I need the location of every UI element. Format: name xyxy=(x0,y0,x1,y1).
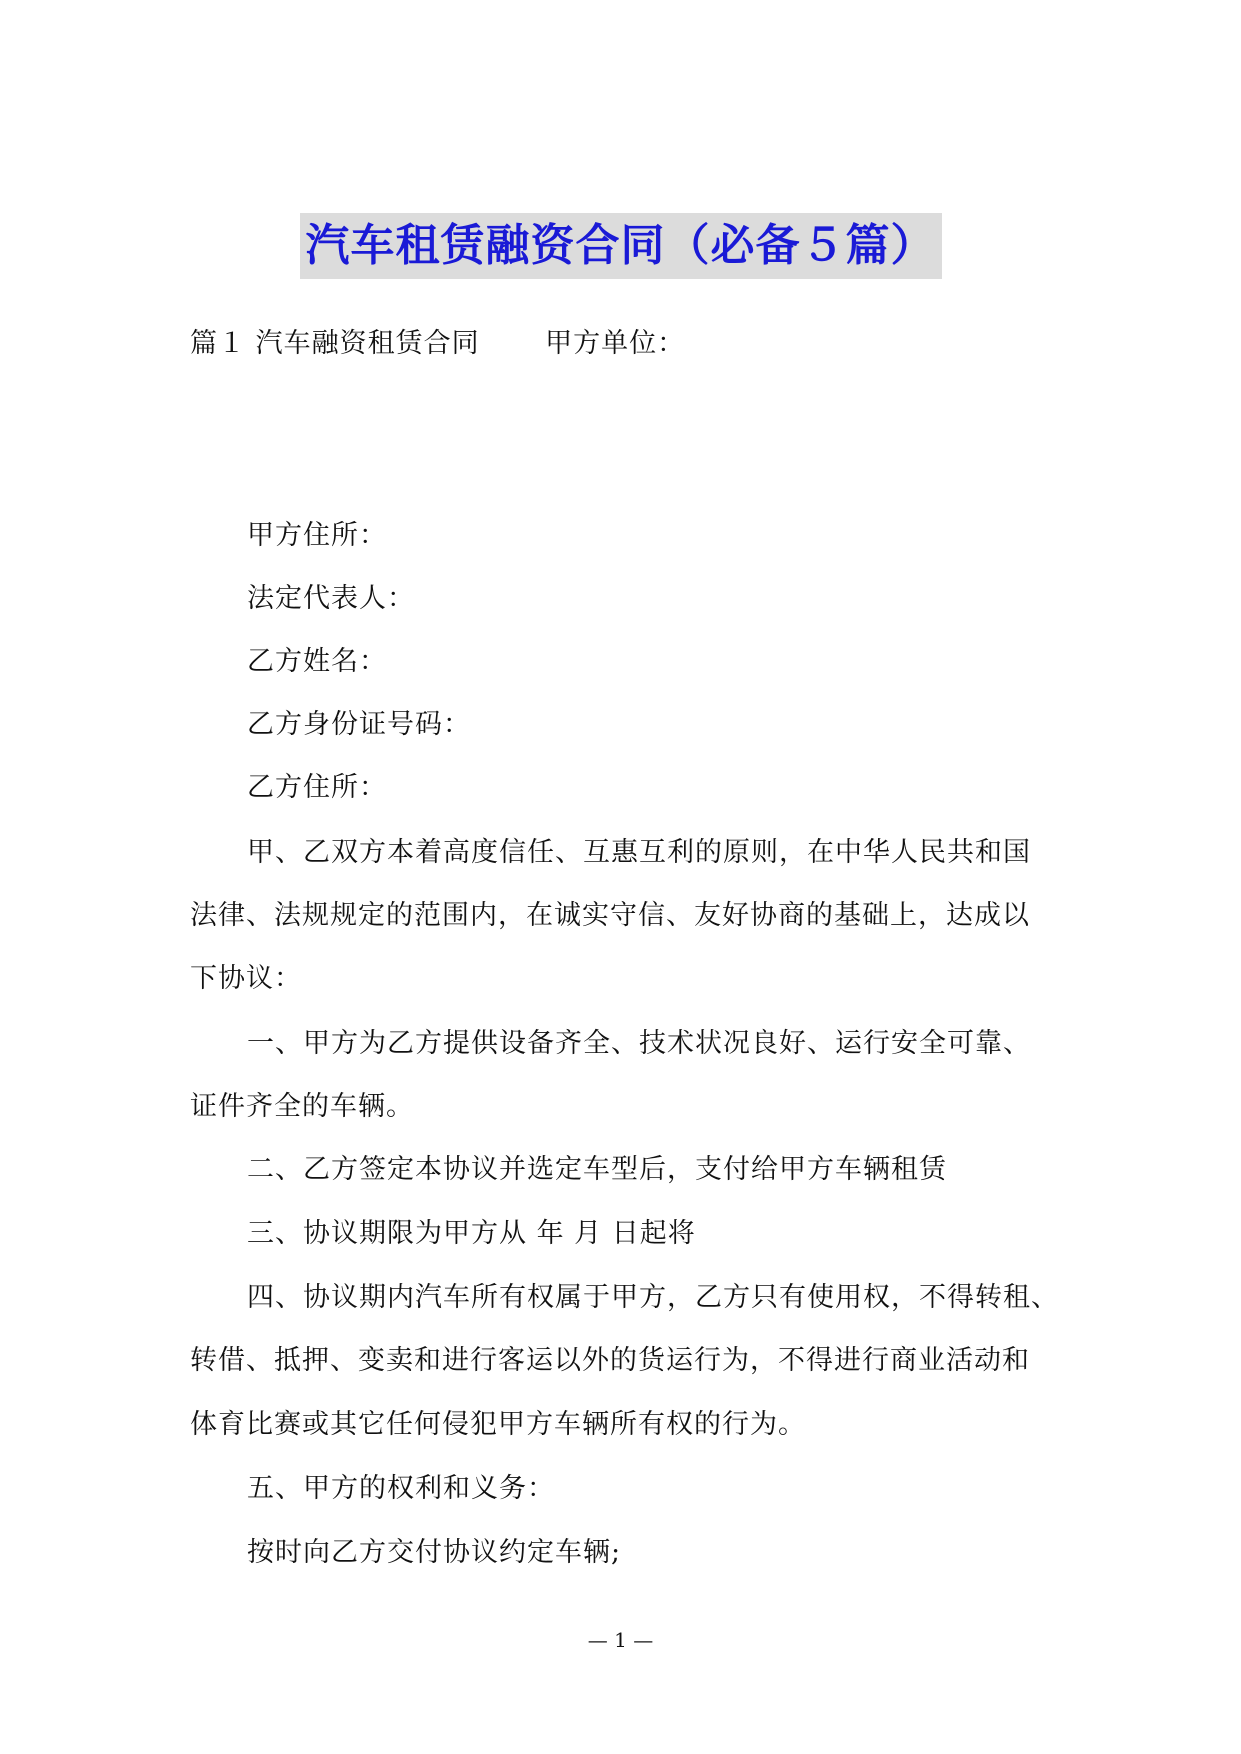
paragraph-line: 三、协议期限为甲方从 年 月 日起将 xyxy=(247,1218,696,1249)
paragraph-line: 转借、抵押、变卖和进行客运以外的货运行为，不得进行商业活动和 xyxy=(190,1345,1030,1376)
paragraph-line: 一、甲方为乙方提供设备齐全、技术状况良好、运行安全可靠、 xyxy=(247,1028,1031,1059)
paragraph-line: 甲、乙双方本着高度信任、互惠互利的原则，在中华人民共和国 xyxy=(247,837,1031,868)
paragraph-line: 法律、法规规定的范围内，在诚实守信、友好协商的基础上，达成以 xyxy=(190,900,1030,931)
title-container xyxy=(0,213,1241,279)
paragraph-line: 五、甲方的权利和义务： xyxy=(247,1473,555,1504)
page-number: — 1 — xyxy=(587,1628,654,1652)
paragraph-line: 乙方身份证号码： xyxy=(247,709,471,740)
paragraph-line: 甲方住所： xyxy=(247,520,387,551)
paragraph-line: 二、乙方签定本协议并选定车型后，支付给甲方车辆租赁 xyxy=(247,1154,947,1185)
document-title: 汽车租赁融资合同（必备５篇） xyxy=(300,213,942,279)
paragraph-line: 按时向乙方交付协议约定车辆; xyxy=(247,1537,622,1568)
paragraph-line: 法定代表人： xyxy=(247,583,415,614)
paragraph-line: 体育比赛或其它任何侵犯甲方车辆所有权的行为。 xyxy=(190,1409,806,1440)
paragraph-line: 乙方姓名： xyxy=(247,646,387,677)
paragraph-line: 证件齐全的车辆。 xyxy=(190,1091,414,1122)
paragraph-line: 乙方住所： xyxy=(247,772,387,803)
paragraph-line: 四、协议期内汽车所有权属于甲方，乙方只有使用权，不得转租、 xyxy=(247,1282,1059,1313)
heading-line: 篇１ 汽车融资租赁合同 甲方单位： xyxy=(190,328,686,359)
paragraph-line: 下协议： xyxy=(190,963,302,994)
